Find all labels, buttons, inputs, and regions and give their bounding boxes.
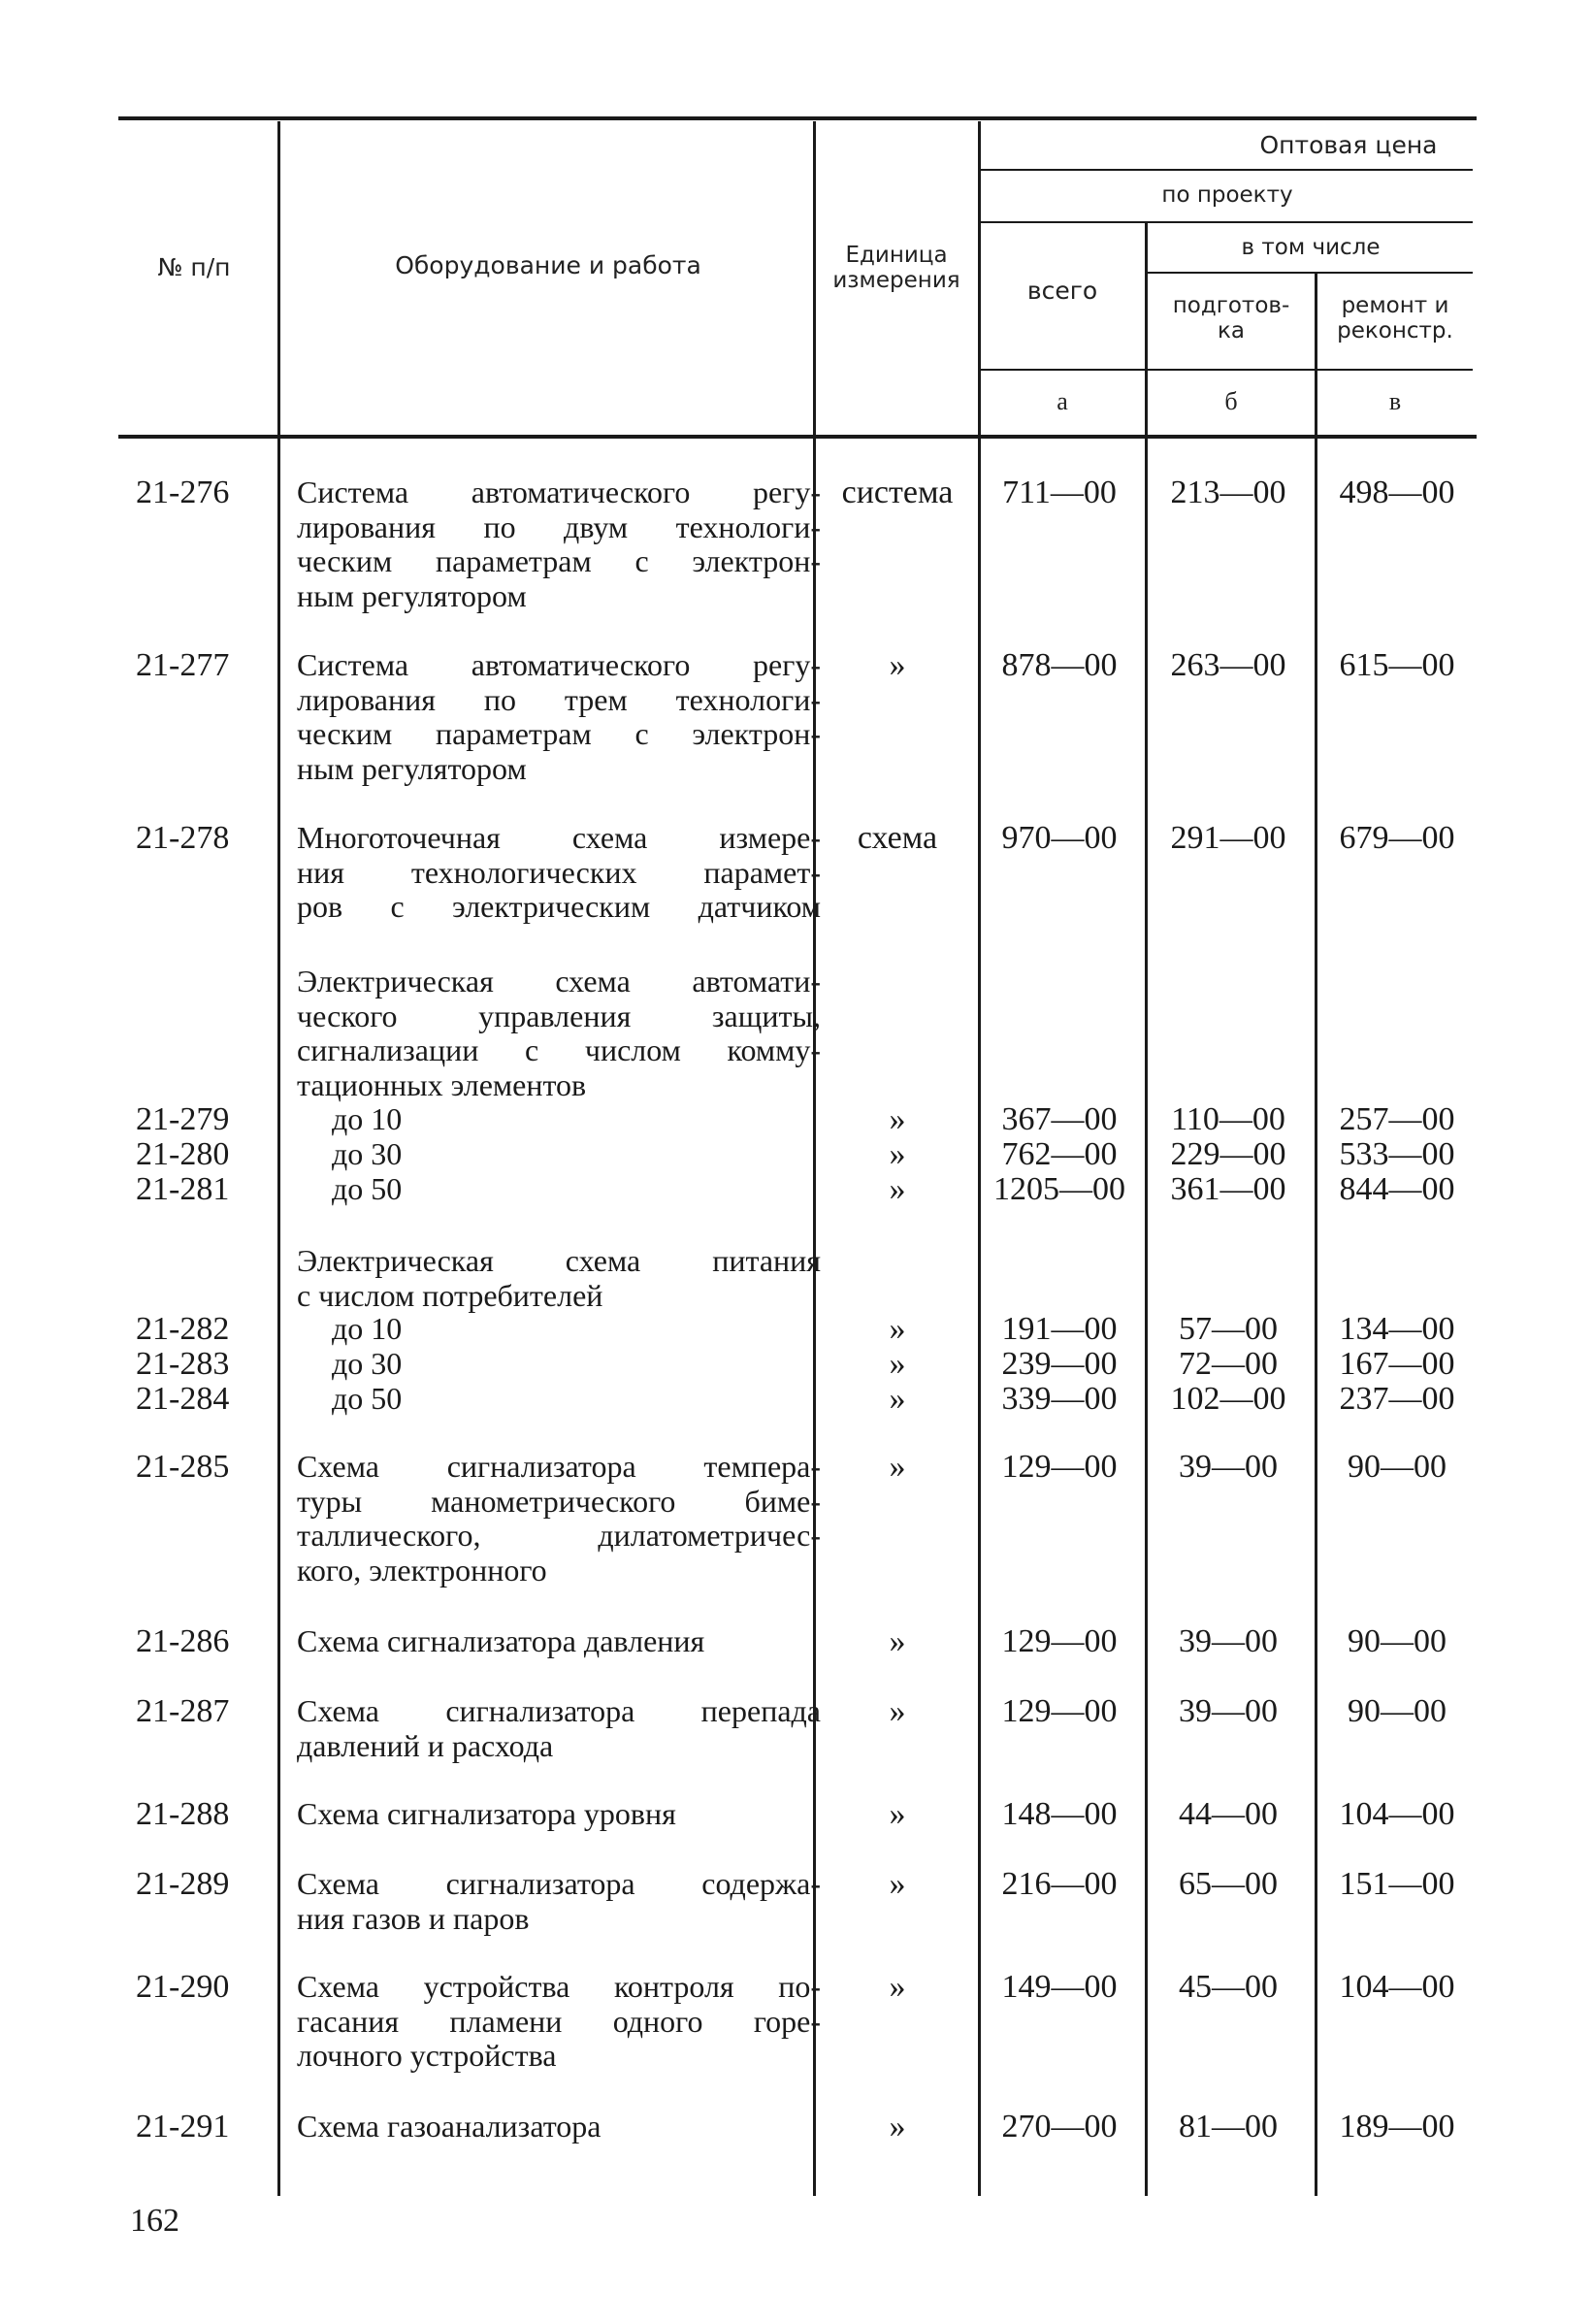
row-unit: » [889,1171,906,1207]
price-repair: 134—00 [1339,1311,1455,1347]
header-letter-c: в [1388,387,1402,415]
price-total: 339—00 [1001,1381,1118,1417]
header-bottom-rule [118,435,1477,439]
description-line: гасания пламени одного горе- [297,2003,821,2039]
row-description [297,1382,821,1417]
price-preparation: 102—00 [1170,1381,1286,1417]
header-preparation-line1: подготов- [1172,293,1290,318]
description-line: до 50 [332,1381,403,1416]
price-preparation: 72—00 [1179,1346,1278,1382]
col-divider-4 [1145,221,1148,2196]
price-repair: 104—00 [1339,1796,1455,1832]
description-line: ческим параметрам с электрон- [297,543,821,578]
row-unit: » [889,1311,906,1347]
row-number: 21-277 [136,647,230,683]
row-description [297,1347,821,1382]
price-total: 149—00 [1001,1969,1118,2005]
description-line: Схема сигнализатора давления [297,1623,705,1658]
price-repair: 167—00 [1339,1346,1455,1382]
description-line: Схема газоанализатора [297,2109,601,2144]
row-unit: » [889,1381,906,1417]
price-preparation: 110—00 [1171,1101,1285,1137]
row-description [297,1797,821,1832]
description-line: до 50 [332,1171,403,1206]
description-line: ческим параметрам с электрон- [297,716,821,751]
description-line: ным регулятором [297,750,527,786]
description-line: Электрическая схема автомати- [297,964,821,998]
description-line: ния технологических парамет- [297,854,821,890]
row-number: 21-291 [136,2109,230,2144]
price-repair: 498—00 [1339,475,1455,510]
description-line: лирования по двум технологи- [297,508,821,544]
price-total: 270—00 [1001,2109,1118,2144]
description-line: Схема сигнализатора содержа- [297,1866,821,1901]
row-description [297,1624,821,1659]
description-line: тационных элементов [297,1066,587,1102]
price-preparation: 263—00 [1170,647,1286,683]
description-line: Электрическая схема питания [297,1243,821,1278]
row-unit: » [889,1449,906,1485]
page-number: 162 [130,2203,179,2239]
price-preparation: 213—00 [1170,475,1286,510]
header-repair-line2: реконстр. [1337,318,1453,344]
col-divider-1 [277,121,280,2196]
price-repair: 615—00 [1339,647,1455,683]
description-line: Многоточечная схема измере- [297,820,821,855]
price-preparation: 45—00 [1179,1969,1278,2005]
row-number: 21-283 [136,1346,230,1382]
row-description [297,1312,821,1347]
price-repair: 90—00 [1348,1693,1447,1729]
row-number: 21-276 [136,475,230,510]
description-line: до 10 [332,1311,403,1346]
row-unit: » [889,1969,906,2005]
row-number: 21-280 [136,1136,230,1172]
price-repair: 679—00 [1339,820,1455,856]
price-preparation: 81—00 [1179,2109,1278,2144]
description-line: ным регулятором [297,577,527,613]
price-repair: 237—00 [1339,1381,1455,1417]
price-total: 148—00 [1001,1796,1118,1832]
row-unit: система [841,475,954,510]
header-rule-wholesale [980,169,1473,171]
row-description [297,475,821,613]
row-description [297,648,821,786]
price-repair: 189—00 [1339,2109,1455,2144]
price-repair: 151—00 [1339,1866,1455,1902]
price-total: 367—00 [1001,1101,1118,1137]
row-number: 21-287 [136,1693,230,1729]
col-divider-3 [978,121,981,2196]
header-by-project: по проекту [1161,182,1293,208]
header-equipment: Оборудование и работа [395,251,701,279]
header-including: в том числе [1241,235,1381,260]
description-line: до 30 [332,1136,403,1171]
table-top-rule [118,116,1477,120]
description-line: ческого управления защиты, [297,998,821,1033]
price-total: 1205—00 [993,1171,1125,1207]
header-letter-a: а [1057,387,1068,415]
header-letter-b: б [1224,387,1238,415]
col-divider-5 [1315,272,1317,2196]
header-rule-including [1147,272,1473,274]
row-description [297,2110,821,2144]
row-unit: » [889,647,906,683]
header-rule-project [980,221,1473,223]
price-preparation: 291—00 [1170,820,1286,856]
price-preparation: 229—00 [1170,1136,1286,1172]
row-unit: » [889,1866,906,1902]
row-description [297,1867,821,1936]
description-line: Система автоматического регу- [297,647,821,682]
row-description [297,1172,821,1207]
description-line: лочного устройства [297,2038,557,2073]
row-description [297,821,821,925]
header-repair-line1: ремонт и [1341,293,1449,318]
row-unit: » [889,1693,906,1729]
row-unit: схема [857,820,938,856]
description-line: ния газов и паров [297,1900,530,1936]
price-total: 216—00 [1001,1866,1118,1902]
price-preparation: 39—00 [1179,1693,1278,1729]
description-line: Схема сигнализатора темпера- [297,1449,821,1484]
price-repair: 90—00 [1348,1623,1447,1659]
row-unit: » [889,1623,906,1659]
row-unit: » [889,1796,906,1832]
price-repair: 257—00 [1339,1101,1455,1137]
row-number: 21-289 [136,1866,230,1902]
description-line: до 10 [332,1101,403,1136]
row-number: 21-279 [136,1101,230,1137]
description-line: до 30 [332,1346,403,1381]
group-description [297,965,821,1102]
price-preparation: 65—00 [1179,1866,1278,1902]
price-repair: 533—00 [1339,1136,1455,1172]
description-line: сигнализации с числом комму- [297,1032,821,1067]
price-repair: 90—00 [1348,1449,1447,1485]
price-total: 239—00 [1001,1346,1118,1382]
row-description [297,1694,821,1763]
price-preparation: 361—00 [1170,1171,1286,1207]
row-unit: » [889,1346,906,1382]
price-total: 129—00 [1001,1449,1118,1485]
price-total: 129—00 [1001,1623,1118,1659]
group-description [297,1244,821,1313]
description-line: Схема сигнализатора перепада [297,1693,821,1728]
header-rule-letters [980,369,1473,371]
price-total: 762—00 [1001,1136,1118,1172]
header-unit-line2: измерения [832,268,960,293]
header-unit-line1: Единица [845,243,948,268]
price-preparation: 39—00 [1179,1623,1278,1659]
description-line: кого, электронного [297,1552,547,1588]
row-description [297,1102,821,1137]
price-preparation: 39—00 [1179,1449,1278,1485]
description-line: лирования по трем технологи- [297,681,821,717]
row-number: 21-282 [136,1311,230,1347]
row-unit: » [889,1136,906,1172]
header-wholesale-price: Оптовая цена [1259,131,1438,159]
price-preparation: 57—00 [1179,1311,1278,1347]
description-line: Система автоматического регу- [297,475,821,509]
row-number: 21-281 [136,1171,230,1207]
description-line: давлений и расхода [297,1727,554,1763]
row-description [297,1970,821,2074]
row-number: 21-286 [136,1623,230,1659]
price-total: 129—00 [1001,1693,1118,1729]
description-line: таллического, дилатометричес- [297,1518,821,1553]
row-number: 21-290 [136,1969,230,2005]
header-num: № п/п [157,253,231,281]
header-preparation-line2: ка [1218,318,1245,344]
price-repair: 844—00 [1339,1171,1455,1207]
description-line: Схема сигнализатора уровня [297,1796,676,1831]
row-number: 21-288 [136,1796,230,1832]
row-number: 21-278 [136,820,230,856]
price-total: 191—00 [1001,1311,1118,1347]
header-total: всего [1026,277,1098,305]
price-total: 878—00 [1001,647,1118,683]
description-line: ров с электрическим датчиком [297,889,821,924]
row-number: 21-284 [136,1381,230,1417]
price-repair: 104—00 [1339,1969,1455,2005]
row-unit: » [889,2109,906,2144]
description-line: с числом потребителей [297,1277,603,1313]
price-total: 711—00 [1002,475,1117,510]
description-line: Схема устройства контроля по- [297,1969,821,2004]
description-line: туры манометрического биме- [297,1483,821,1519]
row-description [297,1137,821,1172]
row-unit: » [889,1101,906,1137]
row-number: 21-285 [136,1449,230,1485]
price-preparation: 44—00 [1179,1796,1278,1832]
row-description [297,1450,821,1588]
price-total: 970—00 [1001,820,1118,856]
